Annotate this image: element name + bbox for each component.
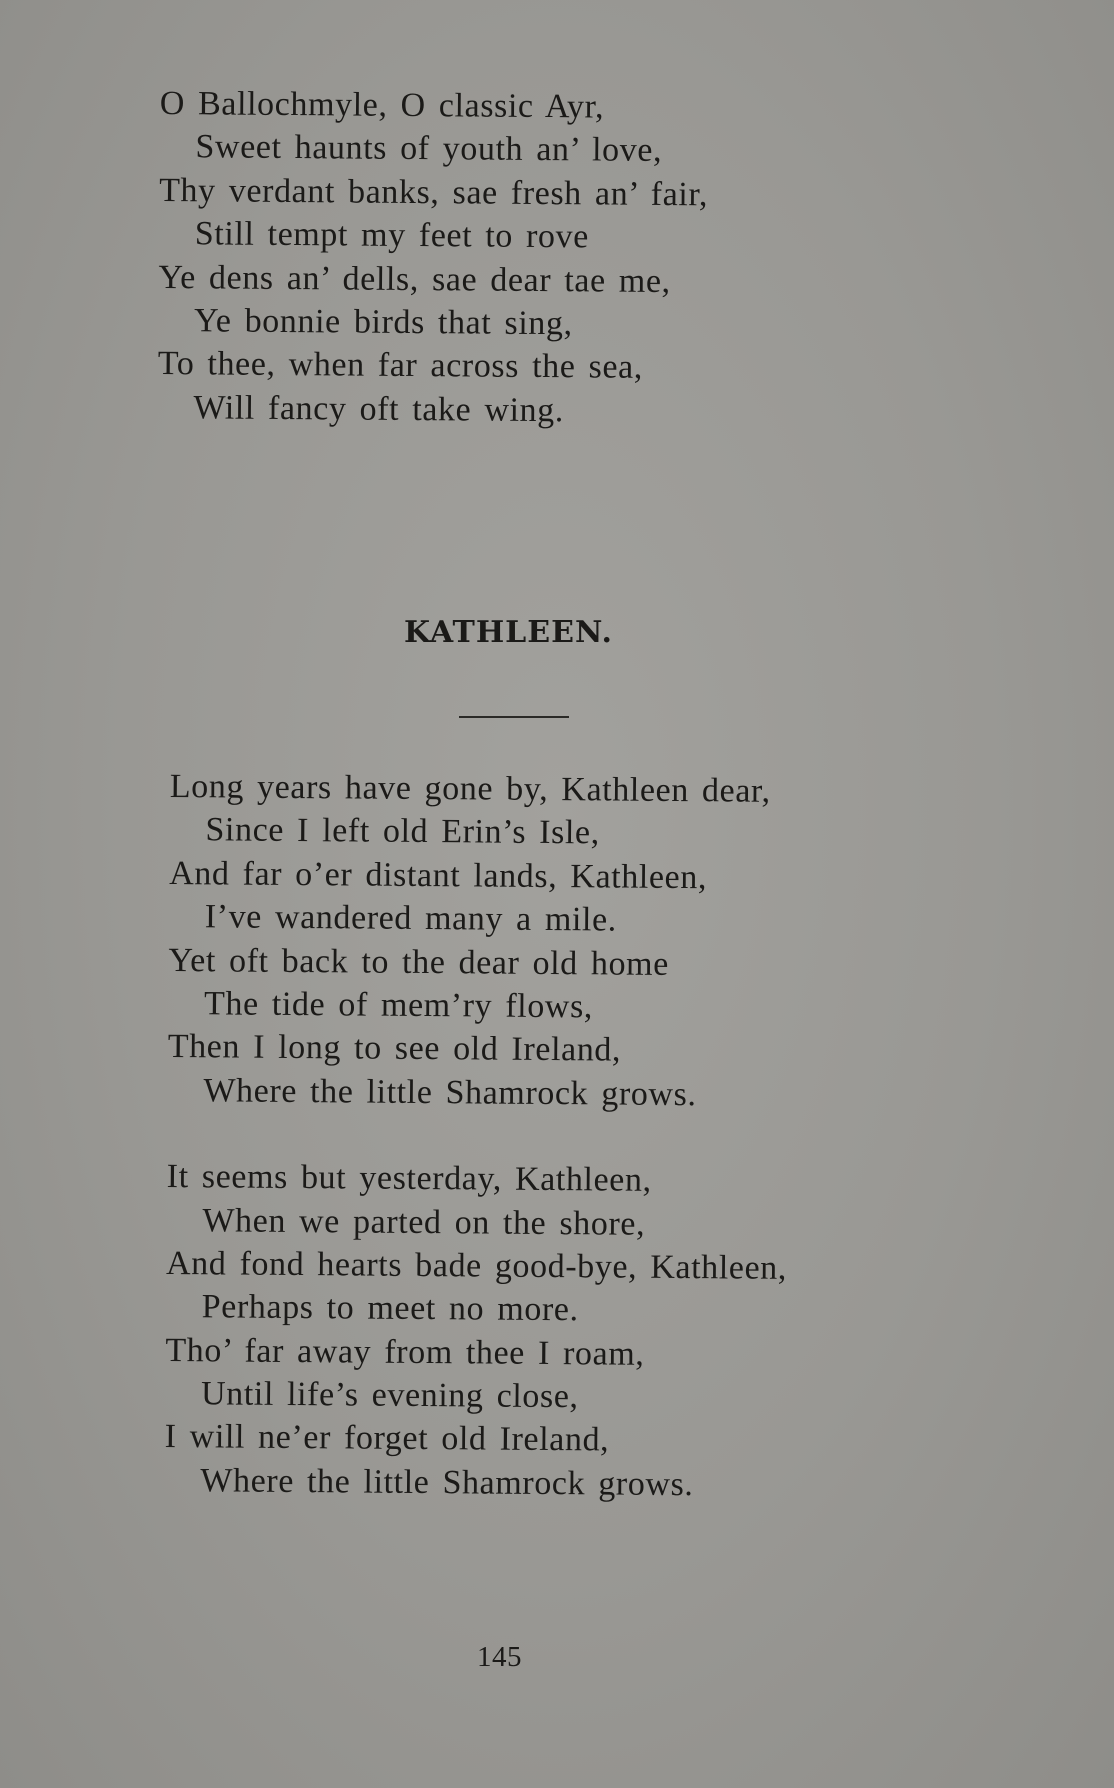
poem-line: Sweet haunts of youth an’ love, <box>195 128 663 170</box>
title-divider <box>459 716 569 718</box>
poem-line: Where the little Shamrock grows. <box>200 1462 694 1503</box>
poem-line: I will ne’er forget old Ireland, <box>164 1418 610 1459</box>
poem-line: O Ballochmyle, O classic Ayr, <box>159 84 605 126</box>
poem-line: Ye bonnie birds that sing, <box>193 302 573 343</box>
poem-line: Then I long to see old Ireland, <box>167 1028 622 1069</box>
poem-line: Thy verdant banks, sae fresh an’ fair, <box>159 171 709 214</box>
poem-line: It seems but yesterday, Kathleen, <box>166 1158 652 1199</box>
poem-line: And fond hearts bade good-bye, Kathleen, <box>165 1244 788 1287</box>
poem-line: Ye dens an’ dells, sae dear tae me, <box>158 258 671 300</box>
poem-ballochmyle-ending <box>157 82 709 433</box>
poem-line: Perhaps to meet no more. <box>201 1288 579 1329</box>
page-number: 145 <box>477 1641 522 1673</box>
poem-line: I’ve wandered many a mile. <box>204 898 617 939</box>
poem-title: KATHLEEN. <box>404 615 613 650</box>
poem-line: The tide of mem’ry flows, <box>203 985 594 1026</box>
poem-line: Until life’s evening close, <box>200 1375 579 1416</box>
poem-line: Tho’ far away from thee I roam, <box>165 1331 645 1373</box>
poem-line: And far o’er distant lands, Kathleen, <box>169 854 708 897</box>
poem-line: Since I left old Erin’s Isle, <box>205 811 600 852</box>
poem-line: Long years have gone by, Kathleen dear, <box>169 767 771 810</box>
poem-kathleen <box>164 765 791 1507</box>
poem-line: When we parted on the shore, <box>202 1201 646 1243</box>
poem-line: To thee, when far across the sea, <box>157 345 644 387</box>
poem-line: Where the little Shamrock grows. <box>203 1072 697 1113</box>
stanza-gap <box>167 1112 788 1160</box>
poem-line: Yet oft back to the dear old home <box>168 941 670 983</box>
poem-line: Will fancy oft take wing. <box>193 389 565 429</box>
poem-line: Still tempt my feet to rove <box>194 215 590 256</box>
